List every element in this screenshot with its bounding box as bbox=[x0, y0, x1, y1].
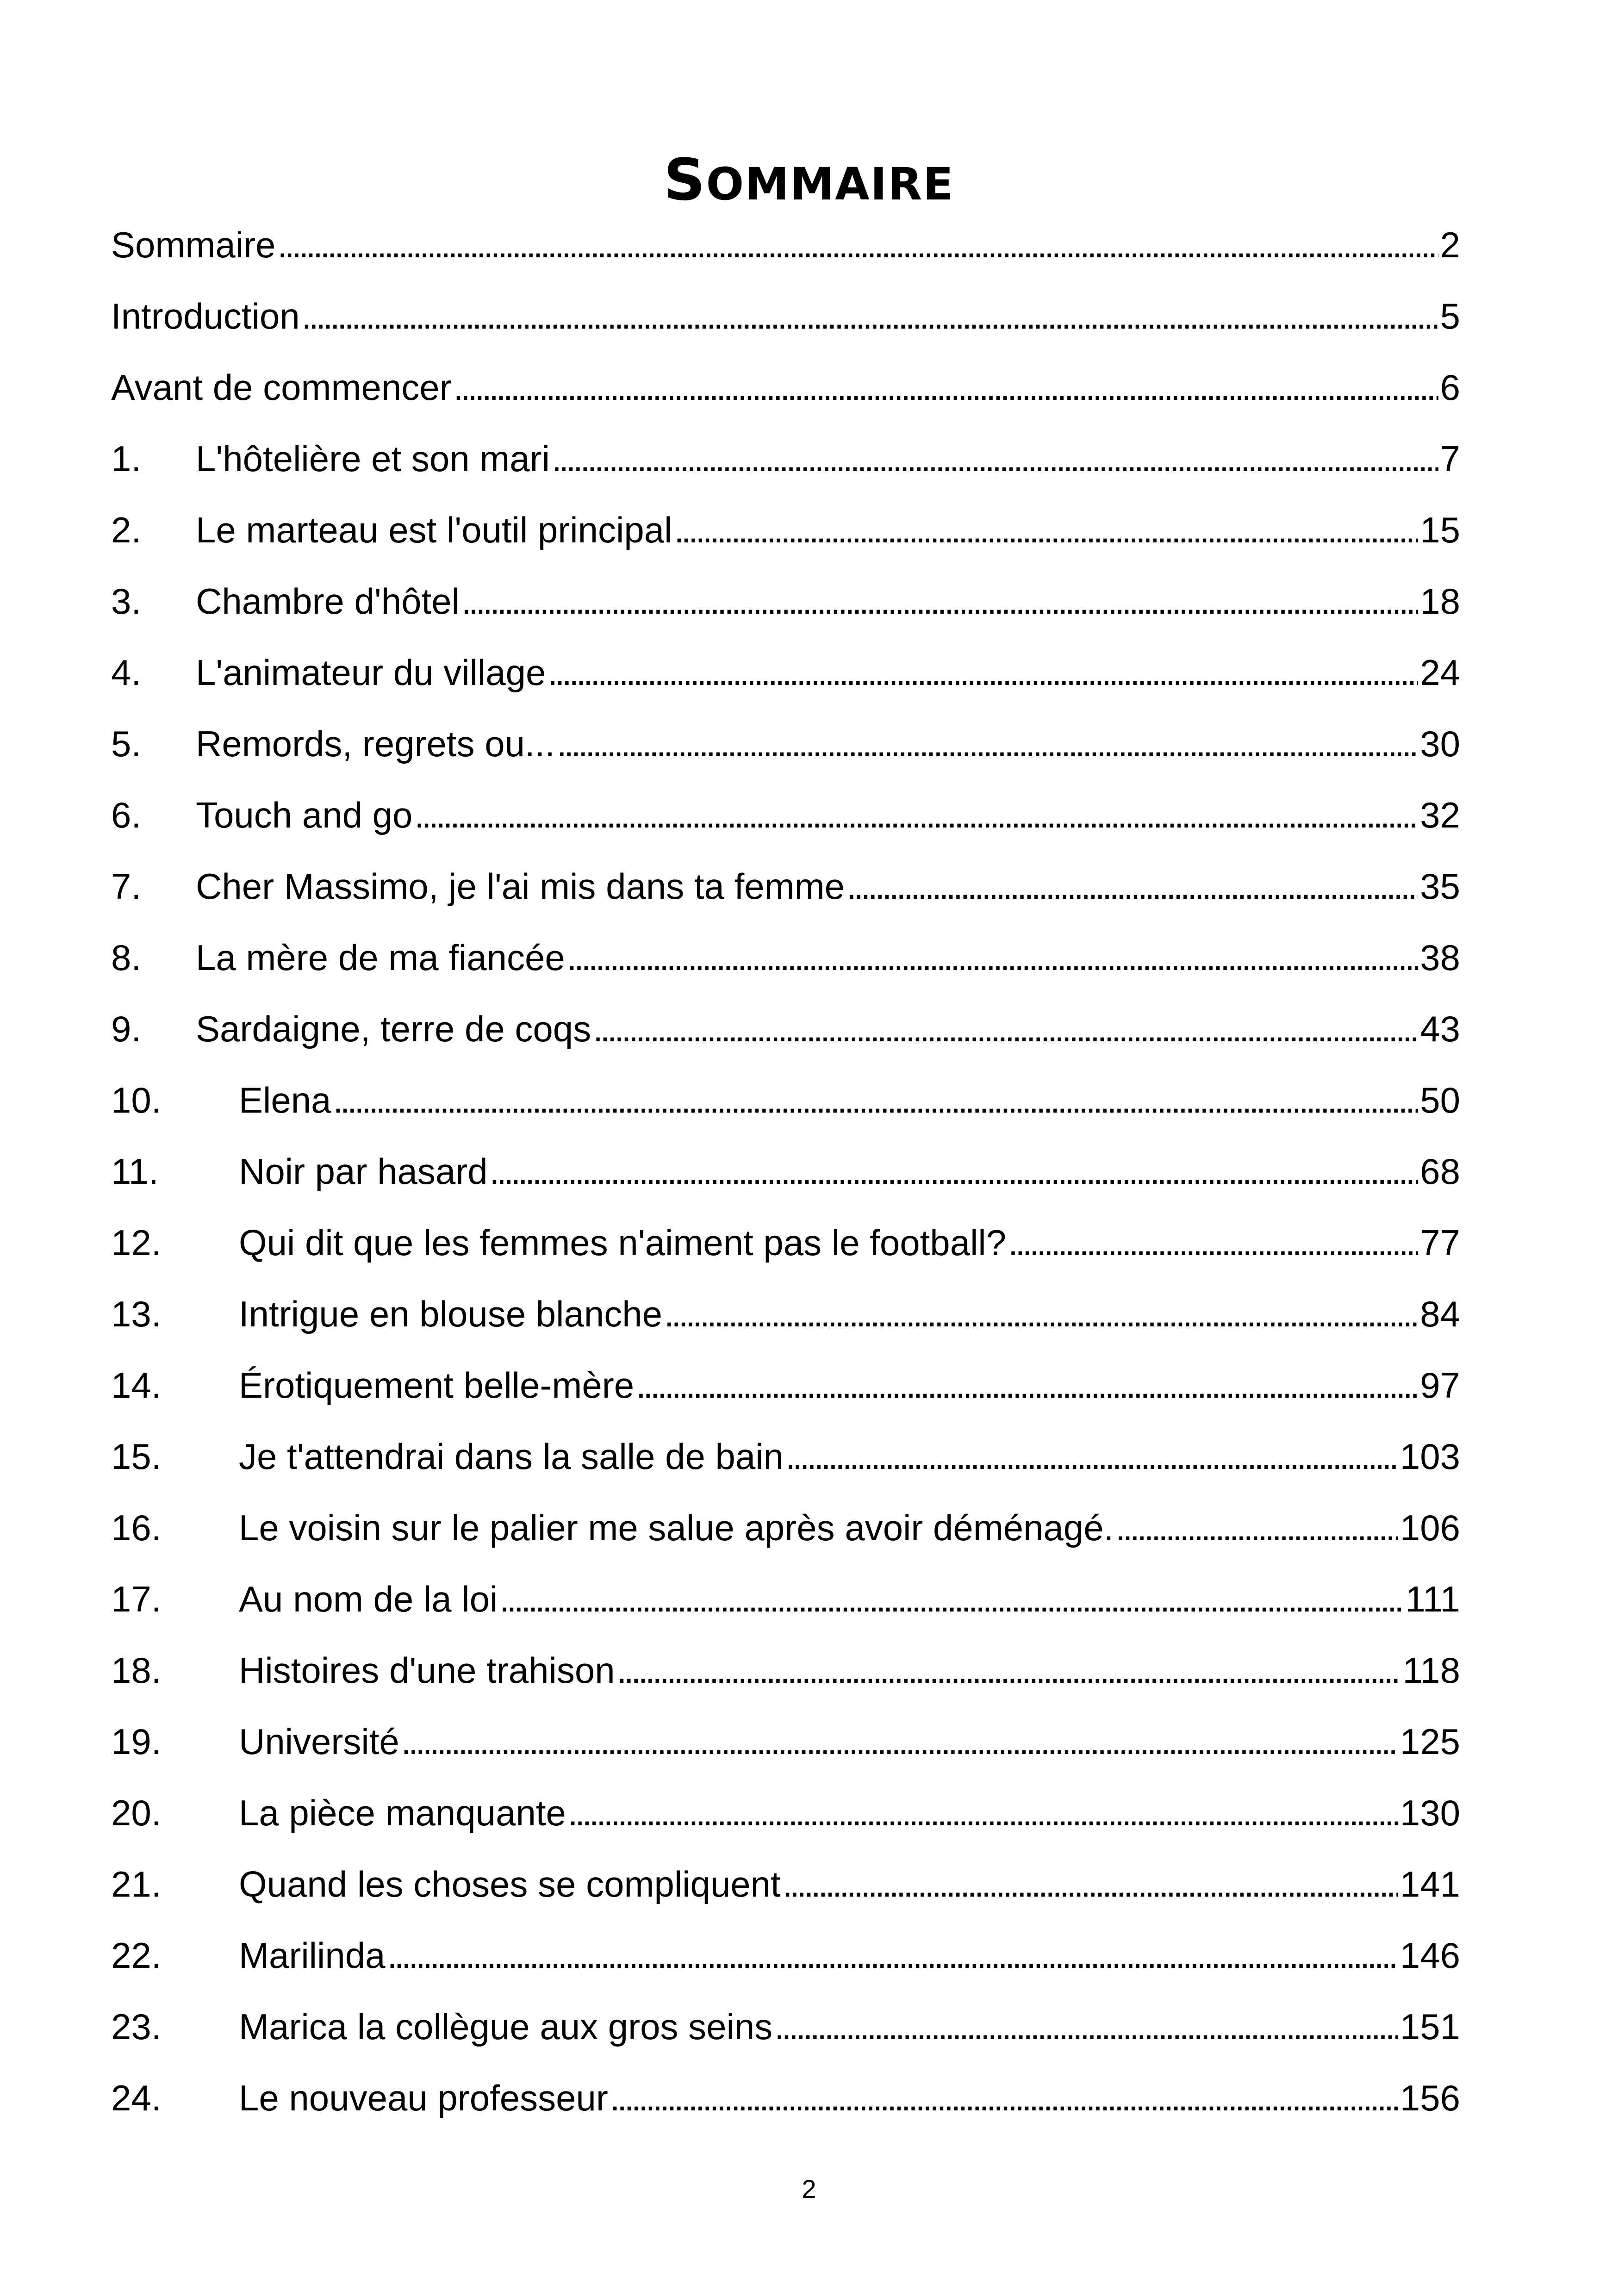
toc-entry-number: 16. bbox=[111, 1507, 162, 1548]
toc-entry-label: La mère de ma fiancée bbox=[196, 937, 565, 978]
toc-entry-page-number: 111 bbox=[1405, 1579, 1460, 1619]
toc-entry-number: 10. bbox=[111, 1080, 162, 1120]
toc-entry-number: 21. bbox=[111, 1864, 162, 1904]
toc-entry-label: Sommaire bbox=[111, 224, 276, 265]
toc-entry-label: Au nom de la loi bbox=[239, 1579, 498, 1619]
toc-entry[interactable] bbox=[111, 1848, 1460, 1920]
title-rest: OMMAIRE bbox=[706, 158, 954, 211]
toc-entry-number: 9. bbox=[111, 1008, 142, 1049]
toc-entry-page-number: 18 bbox=[1420, 581, 1460, 622]
toc-entry-page-number: 32 bbox=[1420, 795, 1460, 835]
toc-entry-number: 4. bbox=[111, 652, 142, 693]
toc-dot-leader bbox=[461, 566, 1418, 637]
toc-entry-page-number: 30 bbox=[1420, 723, 1460, 764]
toc-entry[interactable] bbox=[111, 1920, 1460, 1991]
toc-entry-page-number: 24 bbox=[1420, 652, 1460, 693]
toc-entry-label: Elena bbox=[239, 1080, 331, 1120]
toc-dot-leader bbox=[610, 2062, 1398, 2134]
toc-dot-leader bbox=[387, 1920, 1398, 1991]
toc-dot-leader bbox=[593, 993, 1418, 1064]
toc-entry-page-number: 130 bbox=[1400, 1792, 1460, 1833]
toc-dot-leader bbox=[846, 851, 1418, 922]
toc-entry-label: Touch and go bbox=[196, 795, 413, 835]
page-title bbox=[0, 145, 1618, 219]
toc-entry-number: 24. bbox=[111, 2078, 162, 2118]
toc-entry-number: 15. bbox=[111, 1436, 162, 1477]
toc-entry[interactable] bbox=[111, 637, 1460, 708]
toc-dot-leader bbox=[548, 637, 1418, 708]
toc-dot-leader bbox=[567, 922, 1418, 993]
toc-dot-leader bbox=[636, 1350, 1418, 1421]
toc-entry-number: 17. bbox=[111, 1579, 162, 1619]
toc-entry-page-number: 103 bbox=[1400, 1436, 1460, 1477]
toc-dot-leader bbox=[1115, 1492, 1398, 1563]
toc-entry[interactable] bbox=[111, 280, 1460, 352]
toc-entry-label: Cher Massimo, je l'ai mis dans ta femme bbox=[196, 866, 845, 907]
toc-entry-page-number: 118 bbox=[1402, 1650, 1460, 1691]
toc-dot-leader bbox=[617, 1635, 1401, 1706]
toc-dot-leader bbox=[454, 352, 1438, 423]
toc-entry-page-number: 15 bbox=[1420, 510, 1460, 550]
toc-entry-label: Introduction bbox=[111, 296, 300, 336]
toc-entry-page-number: 68 bbox=[1420, 1151, 1460, 1192]
toc-entry-label: Qui dit que les femmes n'aiment pas le football? bbox=[239, 1222, 1007, 1263]
toc-entry[interactable] bbox=[111, 779, 1460, 851]
toc-entry-page-number: 97 bbox=[1420, 1365, 1460, 1406]
page-number-footer: 2 bbox=[802, 2174, 816, 2203]
toc-entry-page-number: 77 bbox=[1420, 1222, 1460, 1263]
toc-entry[interactable] bbox=[111, 1350, 1460, 1421]
toc-dot-leader bbox=[783, 1848, 1398, 1920]
toc-entry-number: 19. bbox=[111, 1721, 162, 1762]
toc-entry-number: 2. bbox=[111, 510, 142, 550]
toc-entry-page-number: 43 bbox=[1420, 1008, 1460, 1049]
toc-dot-leader bbox=[302, 280, 1438, 352]
toc-entry-page-number: 2 bbox=[1440, 224, 1460, 265]
toc-entry[interactable] bbox=[111, 708, 1460, 779]
toc-entry[interactable] bbox=[111, 1136, 1460, 1207]
toc-dot-leader bbox=[277, 209, 1438, 280]
toc-entry[interactable] bbox=[111, 209, 1460, 280]
toc-entry[interactable] bbox=[111, 993, 1460, 1064]
toc-dot-leader bbox=[499, 1563, 1403, 1635]
toc-entry-page-number: 156 bbox=[1400, 2078, 1460, 2118]
toc-entry-label: Quand les choses se compliquent bbox=[239, 1864, 781, 1904]
toc-entry-number: 13. bbox=[111, 1294, 162, 1334]
toc-entry[interactable] bbox=[111, 352, 1460, 423]
toc-entry-number: 8. bbox=[111, 937, 142, 978]
toc-entry-label: La pièce manquante bbox=[239, 1792, 566, 1833]
toc-entry-label: L'hôtelière et son mari bbox=[196, 438, 550, 479]
toc-entry-number: 20. bbox=[111, 1792, 162, 1833]
toc-entry-number: 11. bbox=[111, 1151, 159, 1192]
toc-entry-label: Marilinda bbox=[239, 1935, 386, 1976]
toc-entry-label: Intrigue en blouse blanche bbox=[239, 1294, 663, 1334]
toc-entry-page-number: 151 bbox=[1400, 2006, 1460, 2047]
toc-dot-leader bbox=[774, 1991, 1398, 2062]
toc-entry[interactable] bbox=[111, 851, 1460, 922]
toc-entry[interactable] bbox=[111, 1706, 1460, 1777]
toc-entry[interactable] bbox=[111, 1421, 1460, 1492]
toc-entry-page-number: 84 bbox=[1420, 1294, 1460, 1334]
toc-entry[interactable] bbox=[111, 1207, 1460, 1278]
toc-entry-label: L'animateur du village bbox=[196, 652, 546, 693]
toc-entry[interactable] bbox=[111, 566, 1460, 637]
toc-entry-label: Le voisin sur le palier me salue après avoir déménagé. bbox=[239, 1507, 1114, 1548]
toc-entry-page-number: 38 bbox=[1420, 937, 1460, 978]
toc-entry-number: 12. bbox=[111, 1222, 162, 1263]
toc-entry-label: Sardaigne, terre de coqs bbox=[196, 1008, 591, 1049]
toc-entry-label: Avant de commencer bbox=[111, 367, 452, 408]
toc-entry[interactable] bbox=[111, 1492, 1460, 1563]
toc-entry-number: 3. bbox=[111, 581, 142, 622]
toc-entry-page-number: 106 bbox=[1400, 1507, 1460, 1548]
title-first-letter: S bbox=[664, 147, 706, 214]
toc-entry-number: 14. bbox=[111, 1365, 162, 1406]
toc-entry[interactable] bbox=[111, 1635, 1460, 1706]
toc-entry-number: 22. bbox=[111, 1935, 162, 1976]
toc-entry-number: 18. bbox=[111, 1650, 162, 1691]
toc-dot-leader bbox=[1008, 1207, 1418, 1278]
toc-dot-leader bbox=[401, 1706, 1398, 1777]
toc-entry[interactable] bbox=[111, 423, 1460, 494]
toc-entry[interactable] bbox=[111, 1278, 1460, 1350]
toc-entry[interactable] bbox=[111, 1777, 1460, 1848]
toc-entry[interactable] bbox=[111, 2062, 1460, 2134]
toc-dot-leader bbox=[785, 1421, 1398, 1492]
toc-entry-number: 23. bbox=[111, 2006, 162, 2047]
toc-dot-leader bbox=[674, 494, 1418, 566]
toc-dot-leader bbox=[490, 1136, 1419, 1207]
toc-entry-number: 7. bbox=[111, 866, 142, 907]
toc-entry-page-number: 7 bbox=[1440, 438, 1460, 479]
toc-entry[interactable] bbox=[111, 1563, 1460, 1635]
toc-entry-page-number: 146 bbox=[1400, 1935, 1460, 1976]
toc-entry-label: Marica la collègue aux gros seins bbox=[239, 2006, 773, 2047]
table-of-contents bbox=[111, 209, 1460, 2134]
toc-entry-number: 5. bbox=[111, 723, 142, 764]
toc-entry[interactable] bbox=[111, 494, 1460, 566]
toc-entry-page-number: 125 bbox=[1400, 1721, 1460, 1762]
toc-entry-label: Érotiquement belle-mère bbox=[239, 1365, 635, 1406]
toc-dot-leader bbox=[664, 1278, 1418, 1350]
toc-entry-label: Le marteau est l'outil principal bbox=[196, 510, 672, 550]
toc-entry-label: Le nouveau professeur bbox=[239, 2078, 608, 2118]
toc-dot-leader bbox=[552, 423, 1438, 494]
toc-entry[interactable] bbox=[111, 1064, 1460, 1136]
toc-entry[interactable] bbox=[111, 922, 1460, 993]
toc-entry[interactable] bbox=[111, 1991, 1460, 2062]
toc-entry-label: Je t'attendrai dans la salle de bain bbox=[239, 1436, 784, 1477]
toc-entry-page-number: 50 bbox=[1420, 1080, 1460, 1120]
toc-dot-leader bbox=[557, 708, 1418, 779]
toc-dot-leader bbox=[414, 779, 1418, 851]
toc-entry-label: Université bbox=[239, 1721, 399, 1762]
toc-dot-leader bbox=[333, 1064, 1419, 1136]
toc-entry-page-number: 5 bbox=[1440, 296, 1460, 336]
toc-dot-leader bbox=[568, 1777, 1398, 1848]
toc-entry-page-number: 35 bbox=[1420, 866, 1460, 907]
toc-entry-label: Noir par hasard bbox=[239, 1151, 488, 1192]
toc-entry-number: 6. bbox=[111, 795, 142, 835]
toc-entry-label: Chambre d'hôtel bbox=[196, 581, 460, 622]
toc-entry-label: Histoires d'une trahison bbox=[239, 1650, 615, 1691]
toc-entry-number: 1. bbox=[111, 438, 142, 479]
toc-entry-page-number: 6 bbox=[1440, 367, 1460, 408]
toc-entry-label: Remords, regrets ou... bbox=[196, 723, 555, 764]
toc-entry-page-number: 141 bbox=[1400, 1864, 1460, 1904]
